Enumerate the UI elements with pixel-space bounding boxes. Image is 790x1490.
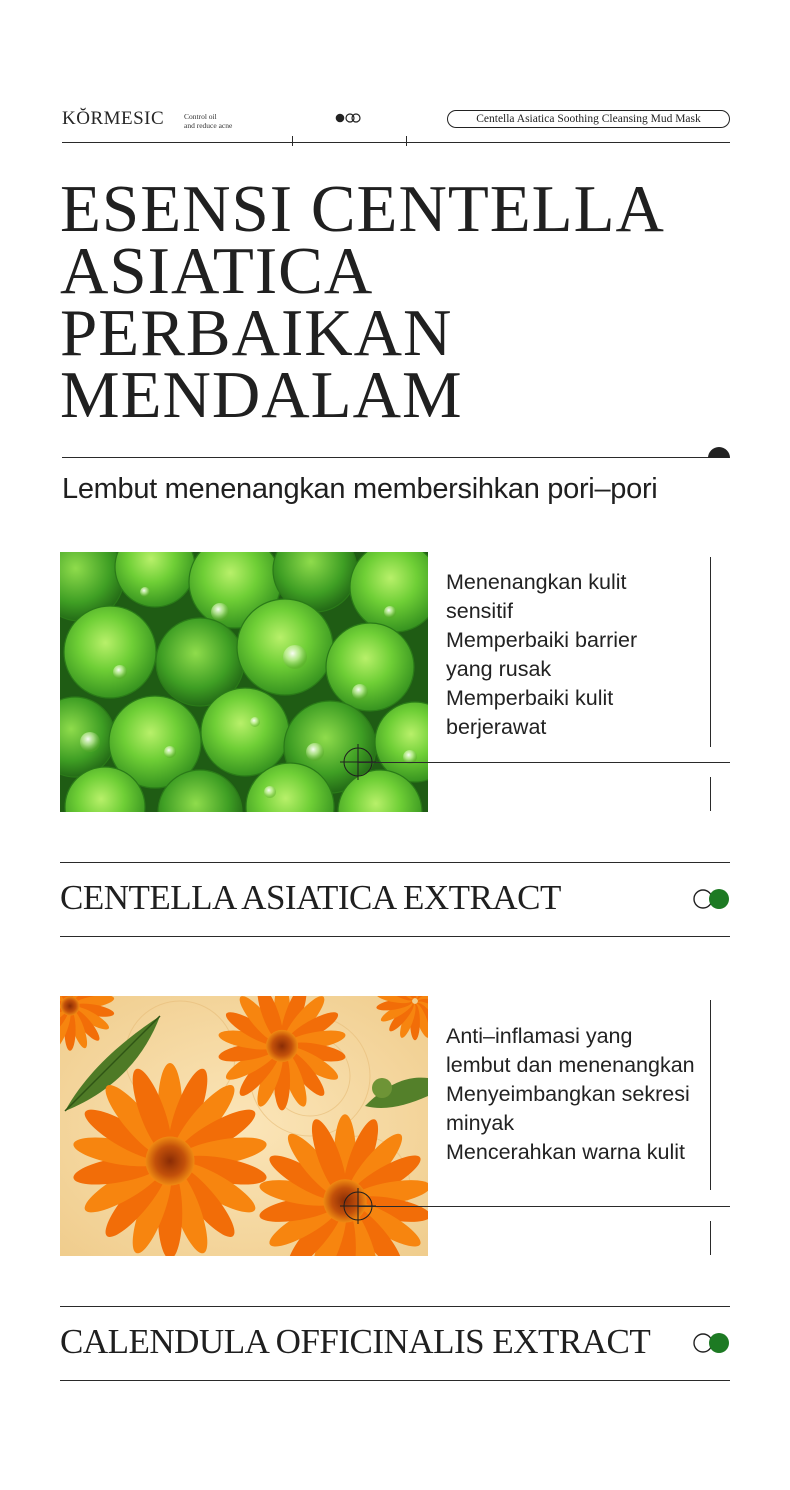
title-line: ASIATICA: [60, 234, 374, 308]
benefit-text: yang rusak: [446, 657, 552, 681]
centella-leaves-illustration: [60, 552, 428, 812]
calendula-flowers-image: [60, 996, 428, 1256]
benefits-divider: [710, 1000, 711, 1190]
benefit-text: Menenangkan kulit: [446, 570, 627, 594]
benefit-text: sensitif: [446, 599, 513, 623]
callout-line: [358, 762, 730, 763]
benefit-text: Menyeimbangkan sekresi: [446, 1082, 690, 1106]
header-tick: [292, 136, 293, 146]
page-title: [60, 172, 665, 432]
centella-extract-title: CENTELLA ASIATICA EXTRACT: [60, 878, 561, 917]
section-divider: [60, 1306, 730, 1307]
brand-tagline: [184, 112, 232, 130]
title-line: ESENSI CENTELLA: [60, 172, 665, 246]
centella-benefits-list: [446, 568, 637, 742]
tagline-line-2: and reduce acne: [184, 121, 233, 130]
tagline-line-1: Control oil: [184, 112, 217, 121]
header-tick: [406, 136, 407, 146]
benefits-divider-short: [710, 1221, 711, 1255]
benefit-text: Anti–inflamasi yang: [446, 1024, 633, 1048]
benefit-text: minyak: [446, 1111, 515, 1135]
section-divider: [60, 936, 730, 937]
product-name-pill: Centella Asiatica Soothing Cleansing Mud Mask: [447, 110, 730, 128]
green-dot-badge-icon: [692, 1332, 730, 1354]
calendula-extract-title: CALENDULA OFFICINALIS EXTRACT: [60, 1322, 651, 1361]
green-dot-badge-icon: [692, 888, 730, 910]
benefit-text: berjerawat: [446, 715, 547, 739]
section-divider: [60, 862, 730, 863]
callout-line: [358, 1206, 730, 1207]
title-line: PERBAIKAN: [60, 296, 453, 370]
calendula-flowers-illustration: [60, 996, 428, 1256]
header-divider: [62, 142, 730, 143]
calendula-benefits-list: [446, 1022, 695, 1167]
brand-logo: KŎRMESIC: [62, 108, 165, 129]
centella-leaves-image: [60, 552, 428, 812]
benefit-text: Mencerahkan warna kulit: [446, 1140, 686, 1164]
benefit-text: lembut dan menenangkan: [446, 1053, 695, 1077]
benefit-text: Memperbaiki barrier: [446, 628, 638, 652]
benefits-divider-short: [710, 777, 711, 811]
headline-divider: [62, 457, 724, 458]
title-line: MENDALAM: [60, 358, 463, 432]
benefits-divider: [710, 557, 711, 747]
dots-icon: [335, 113, 367, 123]
section-divider: [60, 1380, 730, 1381]
subheadline: Lembut menenangkan membersihkan pori–pori: [62, 473, 658, 505]
half-circle-icon: [706, 445, 730, 458]
benefit-text: Memperbaiki kulit: [446, 686, 614, 710]
